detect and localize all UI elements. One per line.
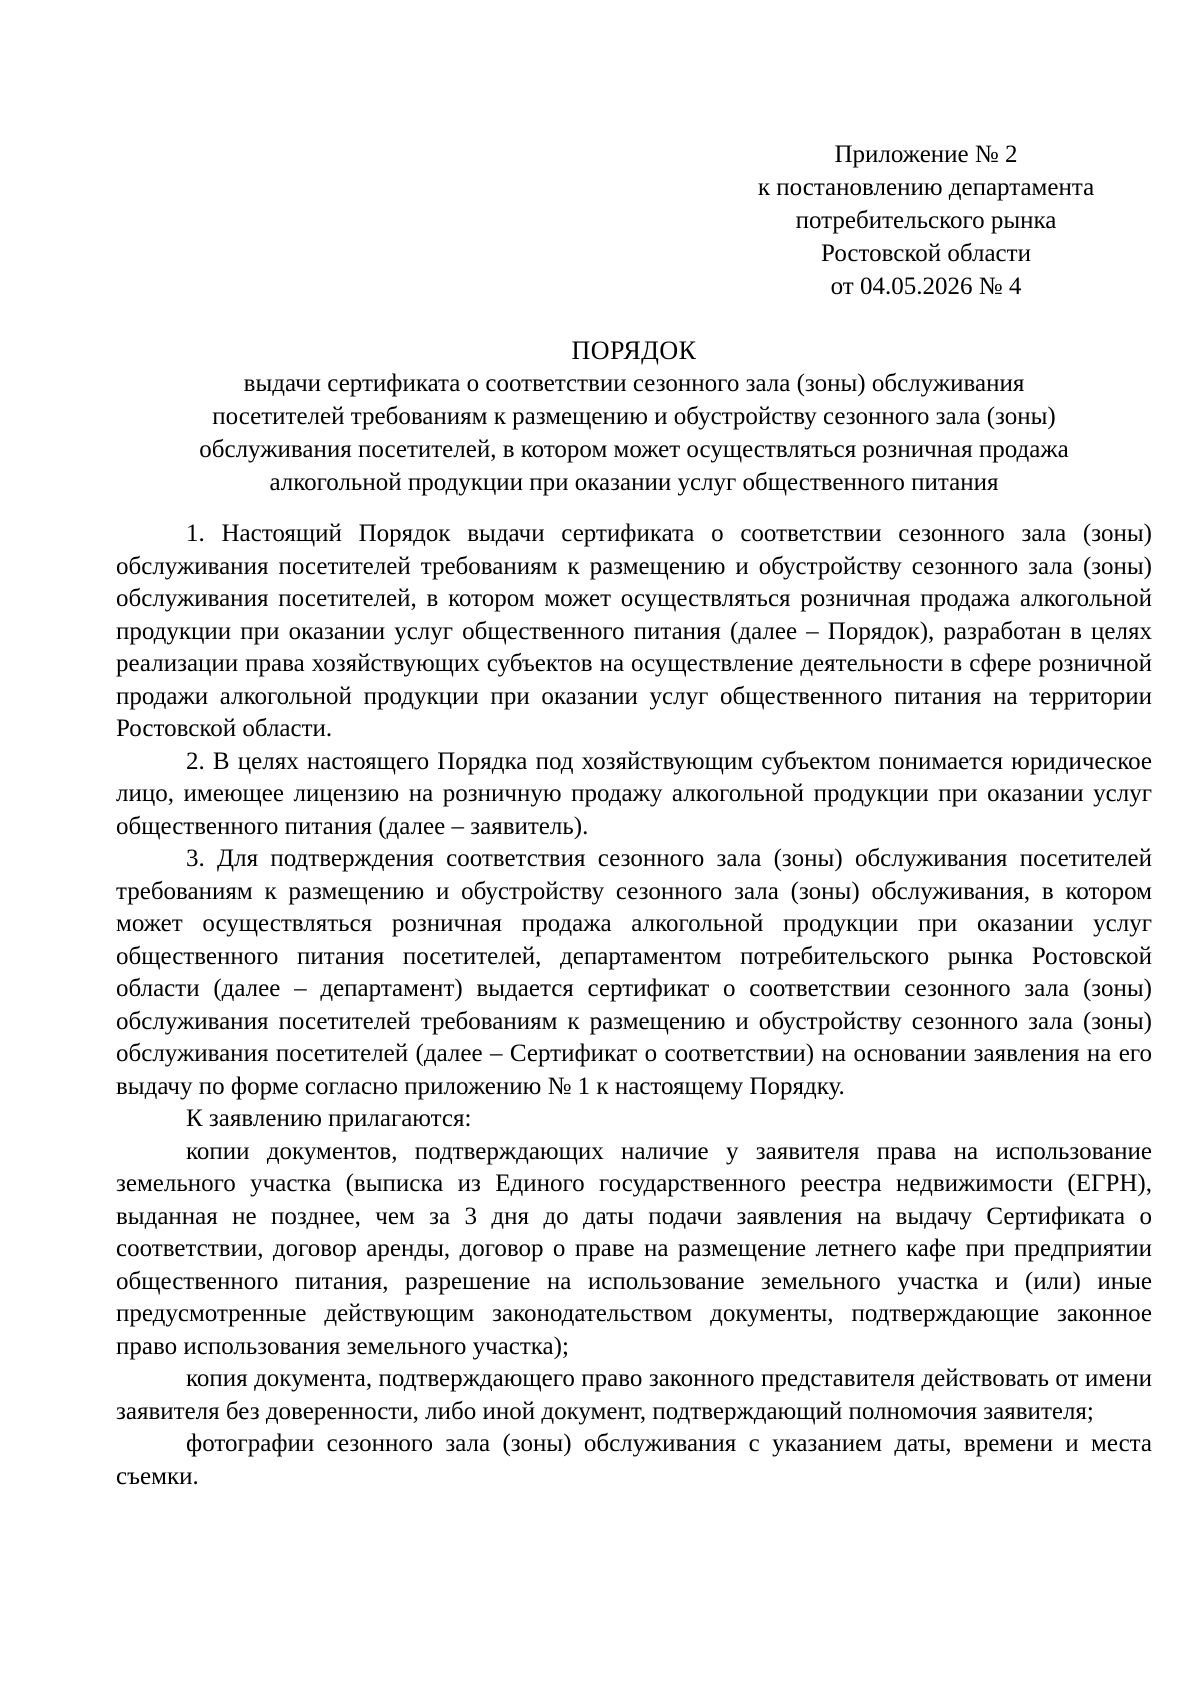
appendix-department: потребительского рынка: [795, 207, 1057, 234]
title-line-1: выдачи сертификата о соответствии сезонного зала (зоны) обслуживания: [243, 370, 1025, 397]
paragraph-2: 2. В целях настоящего Порядка под хозяйствующим субъектом понимается юридическое лицо, имеющее лицензию на розничную продажу алкогольной продукции при оказании услуг общественного питания (далее – заявитель).: [116, 747, 1152, 840]
title-line-4: алкогольной продукции при оказании услуг общественного питания: [269, 469, 999, 496]
paragraph-attachments-intro: К заявлению прилагаются:: [186, 1105, 472, 1132]
title-line-2: посетителей требованиям к размещению и обустройству сезонного зала (зоны): [212, 403, 1056, 430]
paragraph-attachment-land-documents: копии документов, подтверждающих наличие у заявителя права на использование земельного участка (выписка из Единого государственного реестра недвижимости (ЕГРН), выданная не позднее, чем за 3 дня до даты подачи заявления на выдачу Сертификата о соответствии, договор аренды, договор о праве на размещение летнего кафе при предприятии общественного питания, разрешение на использование земельного участка и (или) иные предусмотренные действующим законодательством документы, подтверждающие законное право использования земельного участка);: [116, 1137, 1152, 1360]
appendix-header: [736, 138, 1116, 303]
appendix-number: Приложение № 2: [834, 141, 1018, 168]
paragraph-1: 1. Настоящий Порядок выдачи сертификата о соответствии сезонного зала (зоны) обслуживания посетителей требованиям к размещению и обустройству сезонного зала (зоны) обслуживания посетителей, в котором может осуществляться розничная продажа алкогольной продукции при оказании услуг общественного питания (далее – Порядок), разработан в целях реализации права хозяйствующих субъектов на осуществление деятельности в сфере розничной продажи алкогольной продукции при оказании услуг общественного питания на территории Ростовской области.: [116, 520, 1152, 742]
paragraph-3: 3. Для подтверждения соответствия сезонного зала (зоны) обслуживания посетителей требованиям к размещению и обустройству сезонного зала (зоны) обслуживания, в котором может осуществляться розничная продажа алкогольной продукции при оказании услуг общественного питания посетителей, департаментом потребительского рынка Ростовской области (далее – департамент) выдается сертификат о соответствии сезонного зала (зоны) обслуживания посетителей требованиям к размещению и обустройству сезонного зала (зоны) обслуживания посетителей (далее – Сертификат о соответствии) на основании заявления на его выдачу по форме согласно приложению № 1 к настоящему Порядку.: [116, 845, 1152, 1100]
paragraph-attachment-representative: копия документа, подтверждающего право законного представителя действовать от имени заявителя без доверенности, либо иной документ, подтверждающий полномочия заявителя;: [116, 1365, 1152, 1425]
title-main: ПОРЯДОК: [571, 336, 697, 365]
paragraph-attachment-photos: фотографии сезонного зала (зоны) обслуживания с указанием даты, времени и места съемки.: [116, 1430, 1152, 1490]
appendix-date: от 04.05.2026 № 4: [830, 273, 1022, 300]
document-title: [116, 334, 1152, 499]
appendix-reference: к постановлению департамента: [757, 174, 1095, 201]
document-body: [116, 518, 1152, 1493]
title-line-3: обслуживания посетителей, в котором может осуществляться розничная продажа: [199, 436, 1069, 463]
appendix-region: Ростовской области: [821, 240, 1031, 267]
